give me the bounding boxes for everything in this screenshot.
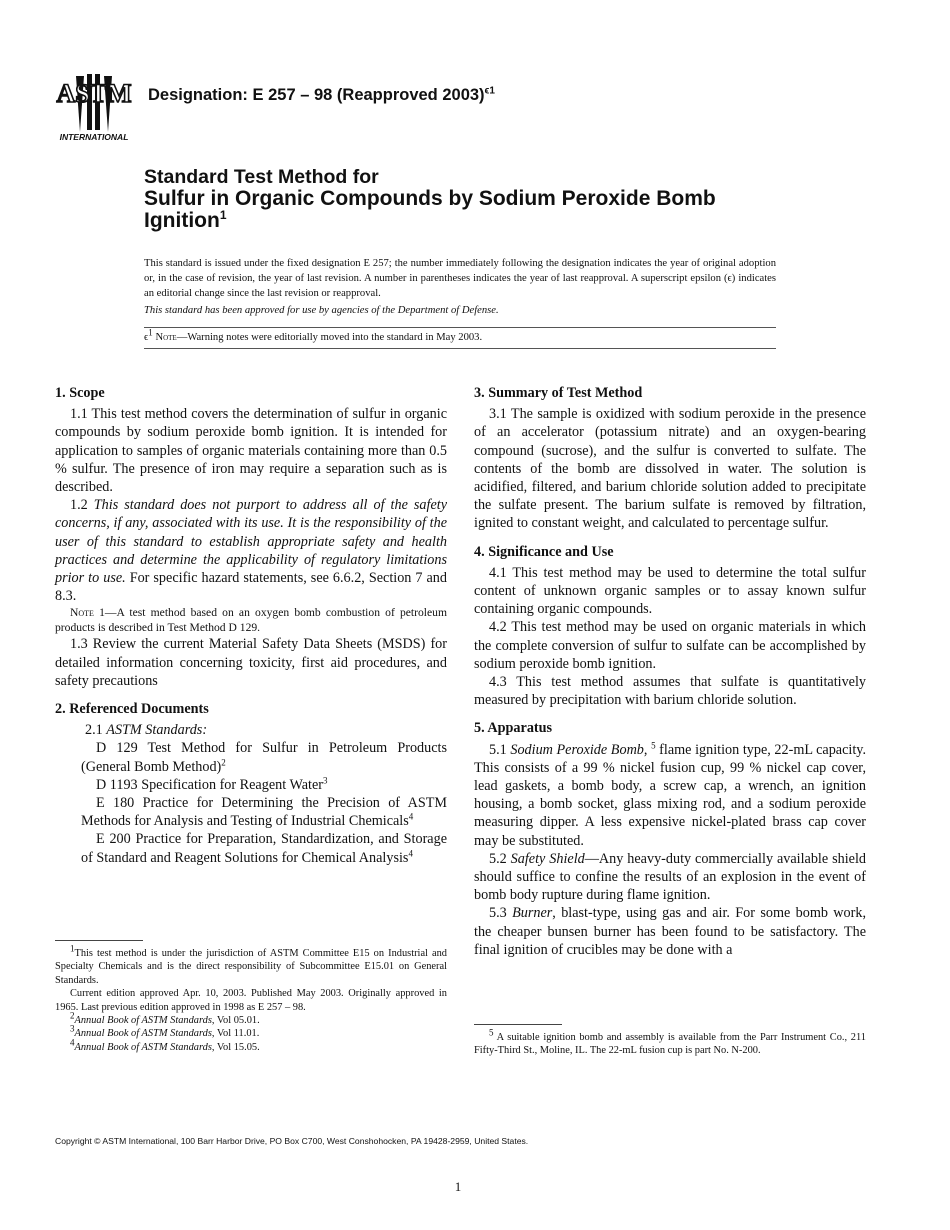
note-1-label: Note: [70, 606, 94, 620]
logo-text: ASTM: [56, 79, 132, 108]
designation: [148, 86, 495, 105]
designation-text: Designation: E 257 – 98 (Reapproved 2003): [148, 86, 485, 104]
designation-sup: ϵ1: [484, 85, 495, 97]
logo-subtext: INTERNATIONAL: [59, 132, 129, 142]
ref-text: E 180 Practice for Determining the Precision of ASTM Methods for Analysis and Testing of Industrial Chemicals: [81, 795, 447, 830]
para-1-2-rest: For specific hazard statements, see 6.6.2, Section 7 and 8.3.: [55, 570, 447, 605]
footnote-2-rest: , Vol 05.01.: [211, 1015, 260, 1027]
footnote-3: [55, 1023, 447, 1040]
footnotes-right: [474, 1024, 866, 1058]
para-4-2: 4.2 This test method may be used on organic materials in which the complete conversion of sulfur to sulfate can be accomplished by sodium peroxide bomb ignition.: [474, 619, 866, 672]
ref-item: [55, 739, 447, 775]
para-5-3-rest: , blast-type, using gas and air. For some bomb work, the cheaper bunsen burner has been found to be satisfactory. The final ignition of crucibles may be done with a: [474, 905, 867, 958]
divider-top: [144, 327, 776, 328]
para-5-2-rest: —Any heavy-duty commercially available shield should suffice to confine the results of an explosion in the event of bomb body rupture during flame ignition.: [474, 850, 866, 904]
footnotes-left: [55, 940, 447, 1054]
para-5-3: [474, 904, 866, 959]
ref-sup: 4: [408, 811, 414, 822]
footnote-3-rest: , Vol 11.01.: [211, 1028, 260, 1040]
para-5-1-sup: 5: [651, 739, 656, 750]
title-sup: 1: [219, 208, 227, 222]
para-5-2-num: 5.2: [489, 850, 511, 867]
section-heading-significance: 4. Significance and Use: [474, 543, 614, 560]
footnote-1-sup: 1: [70, 943, 75, 954]
epsilon-mark: ϵ: [144, 332, 149, 343]
title-line-2: Sulfur in Organic Compounds by Sodium Peroxide Bomb Ignition: [144, 187, 716, 232]
document-title: [144, 166, 784, 232]
ref-text: D 129 Test Method for Sulfur in Petroleum Products (General Bomb Method): [81, 740, 447, 775]
footnote-4-sup: 4: [70, 1037, 75, 1048]
section-heading-scope: 1. Scope: [55, 385, 105, 401]
footnote-2: [55, 1010, 447, 1027]
approval-note: This standard has been approved for use by agencies of the Department of Defense.: [144, 305, 499, 316]
ref-sup: 2: [221, 756, 226, 767]
ref-text: E 200 Practice for Preparation, Standardization, and Storage of Standard and Reagent Solutions for Chemical Analysis: [81, 831, 447, 866]
para-5-3-italic: Burner: [512, 905, 553, 922]
footnote-1-text: This test method is under the jurisdiction of ASTM Committee E15 on Industrial and Specialty Chemicals and is the direct responsibility of Subcommittee E15.01 on General Standards.: [55, 948, 447, 986]
footnote-4-italic: Annual Book of ASTM Standards: [74, 1041, 212, 1053]
para-4-3: 4.3 This test method assumes that sulfate is quantitatively measured by precipitation with barium chloride solution.: [474, 674, 866, 709]
para-1-2-italic: This standard does not purport to address all of the safety concerns, if any, associated with its use. It is the responsibility of the user of this standard to establish appropriate safety and health practices and determine the applicability of regulatory limitations prior to use.: [55, 497, 447, 587]
para-5-1-rest: flame ignition type, 22-mL capacity. This consists of a 99 % nickel fusion cup, 99 % nickel cap cover, lead gaskets, a bomb body, a screw cap, a wrench, an ignition housing, a bomb socket, glass mixing rod, and a sodium peroxide measuring dipper. A less expensive nickel-plated brass cap cover may be substituted.: [474, 741, 866, 849]
ref-sup: 3: [322, 775, 328, 786]
para-2-1: [55, 721, 447, 739]
para-2-1-italic: ASTM Standards:: [106, 722, 208, 739]
para-5-2-italic: Safety Shield: [510, 850, 585, 867]
footnote-4-rest: , Vol 15.05.: [211, 1041, 260, 1053]
ref-item: [55, 776, 447, 794]
epsilon-label: Note: [155, 332, 177, 343]
footnote-rule: [55, 940, 143, 941]
footnote-rule: [474, 1024, 562, 1025]
footnote-2-sup: 2: [70, 1010, 75, 1021]
footnote-2-italic: Annual Book of ASTM Standards: [74, 1015, 212, 1027]
section-heading-summary: 3. Summary of Test Method: [474, 385, 643, 401]
section-heading-refdocs: 2. Referenced Documents: [55, 701, 209, 718]
ref-item: [55, 830, 447, 866]
para-1-1: 1.1 This test method covers the determination of sulfur in organic compounds by sodium peroxide bomb ignition. It is intended for application to samples of organic materials containing more than 0.5 % sulfur. The presence of iron may require a separation such as is described.: [55, 406, 447, 496]
footnote-3-italic: Annual Book of ASTM Standards: [74, 1028, 212, 1040]
para-1-2: [55, 496, 447, 605]
para-1-3: 1.3 Review the current Material Safety Data Sheets (MSDS) for detailed information concerning toxicity, first aid procedures, and safety precautions: [55, 636, 447, 689]
left-column: [55, 384, 447, 867]
para-5-1-num: 5.1: [489, 741, 511, 758]
epsilon-sup: 1: [148, 327, 153, 338]
copyright-notice: Copyright © ASTM International, 100 Barr Harbor Drive, PO Box C700, West Conshohocken, PA 19428-2959, United States.: [55, 1136, 529, 1146]
para-4-1: 4.1 This test method may be used to determine the total sulfur content of unknown organic samples or to assay known sulfur containing organic compounds.: [474, 564, 866, 618]
ref-sup: 4: [408, 847, 413, 858]
standard-note: This standard is issued under the fixed designation E 257; the number immediately following the designation indicates the year of original adoption or, in the case of revision, the year of last revision. A number in parentheses indicates the year of last reapproval. A superscript epsilon (ϵ) indicates an editorial change since the last revision or reapproval.: [144, 258, 776, 299]
footnote-1: [55, 943, 447, 987]
para-1-2-num: 1.2: [70, 497, 94, 514]
para-5-1: 5.1 Sodium Peroxide Bomb, $^5$ flame ignition type, 22-mL capacity. This consists of a 99 % nickel fusion cup, 99 % nickel cap cover, lead gaskets, a bomb body, a screw cap, a wrench, an ignition housing, a bomb socket, glass mixing rod, and a sodium peroxide measuring dipper. A less expensive nickel-plated brass cap cover may be substituted.: [474, 739, 866, 849]
footnote-4: [55, 1037, 447, 1054]
page-number: 1: [454, 1179, 462, 1194]
epsilon-text: —Warning notes were editorially moved into the standard in May 2003.: [176, 332, 483, 343]
para-2-1-num: 2.1: [85, 722, 107, 739]
footnote-5-text: A suitable ignition bomb and assembly is available from the Parr Instrument Co., 211 Fifty-Third St., Moline, IL. The 22-mL fusion cup is part No. N-200.: [474, 1032, 866, 1057]
epsilon-note: [144, 327, 776, 343]
section-heading-apparatus: 5. Apparatus: [474, 720, 553, 737]
para-5-1-italic: Sodium Peroxide Bomb: [510, 741, 644, 758]
para-3-1: 3.1 The sample is oxidized with sodium peroxide in the presence of an accelerator (potassium nitrate) and an oxygen-bearing compound (sucrose), and the sulfur is converted to sulfate. The contents of the bomb are dissolved in water. The solution is acidified, filtered, and barium chloride solution added to precipitate the sulfate present. The barium sulfate is removed by filtration, ignited to constant weight, and calculated to percentage sulfur.: [474, 406, 866, 532]
note-1-text: 1—A test method based on an oxygen bomb combustion of petroleum products is described in Test Method D 129.: [55, 606, 447, 635]
divider-bottom: [144, 348, 776, 349]
ref-item: [55, 794, 447, 830]
right-column: [474, 384, 866, 959]
ref-text: D 1193 Specification for Reagent Water: [96, 776, 323, 793]
para-5-2: [474, 850, 866, 905]
title-line-1: Standard Test Method for: [144, 166, 379, 188]
footnote-5: [474, 1027, 866, 1058]
note-1: [55, 605, 447, 635]
footnote-3-sup: 3: [70, 1023, 75, 1034]
para-5-3-num: 5.3: [489, 905, 513, 922]
footnote-5-sup: 5: [489, 1027, 494, 1038]
astm-logo: [54, 72, 138, 144]
footnote-1b: Current edition approved Apr. 10, 2003. Published May 2003. Originally approved in 1965. Last previous edition approved in 1998 as E 257 – 98.: [55, 988, 447, 1013]
